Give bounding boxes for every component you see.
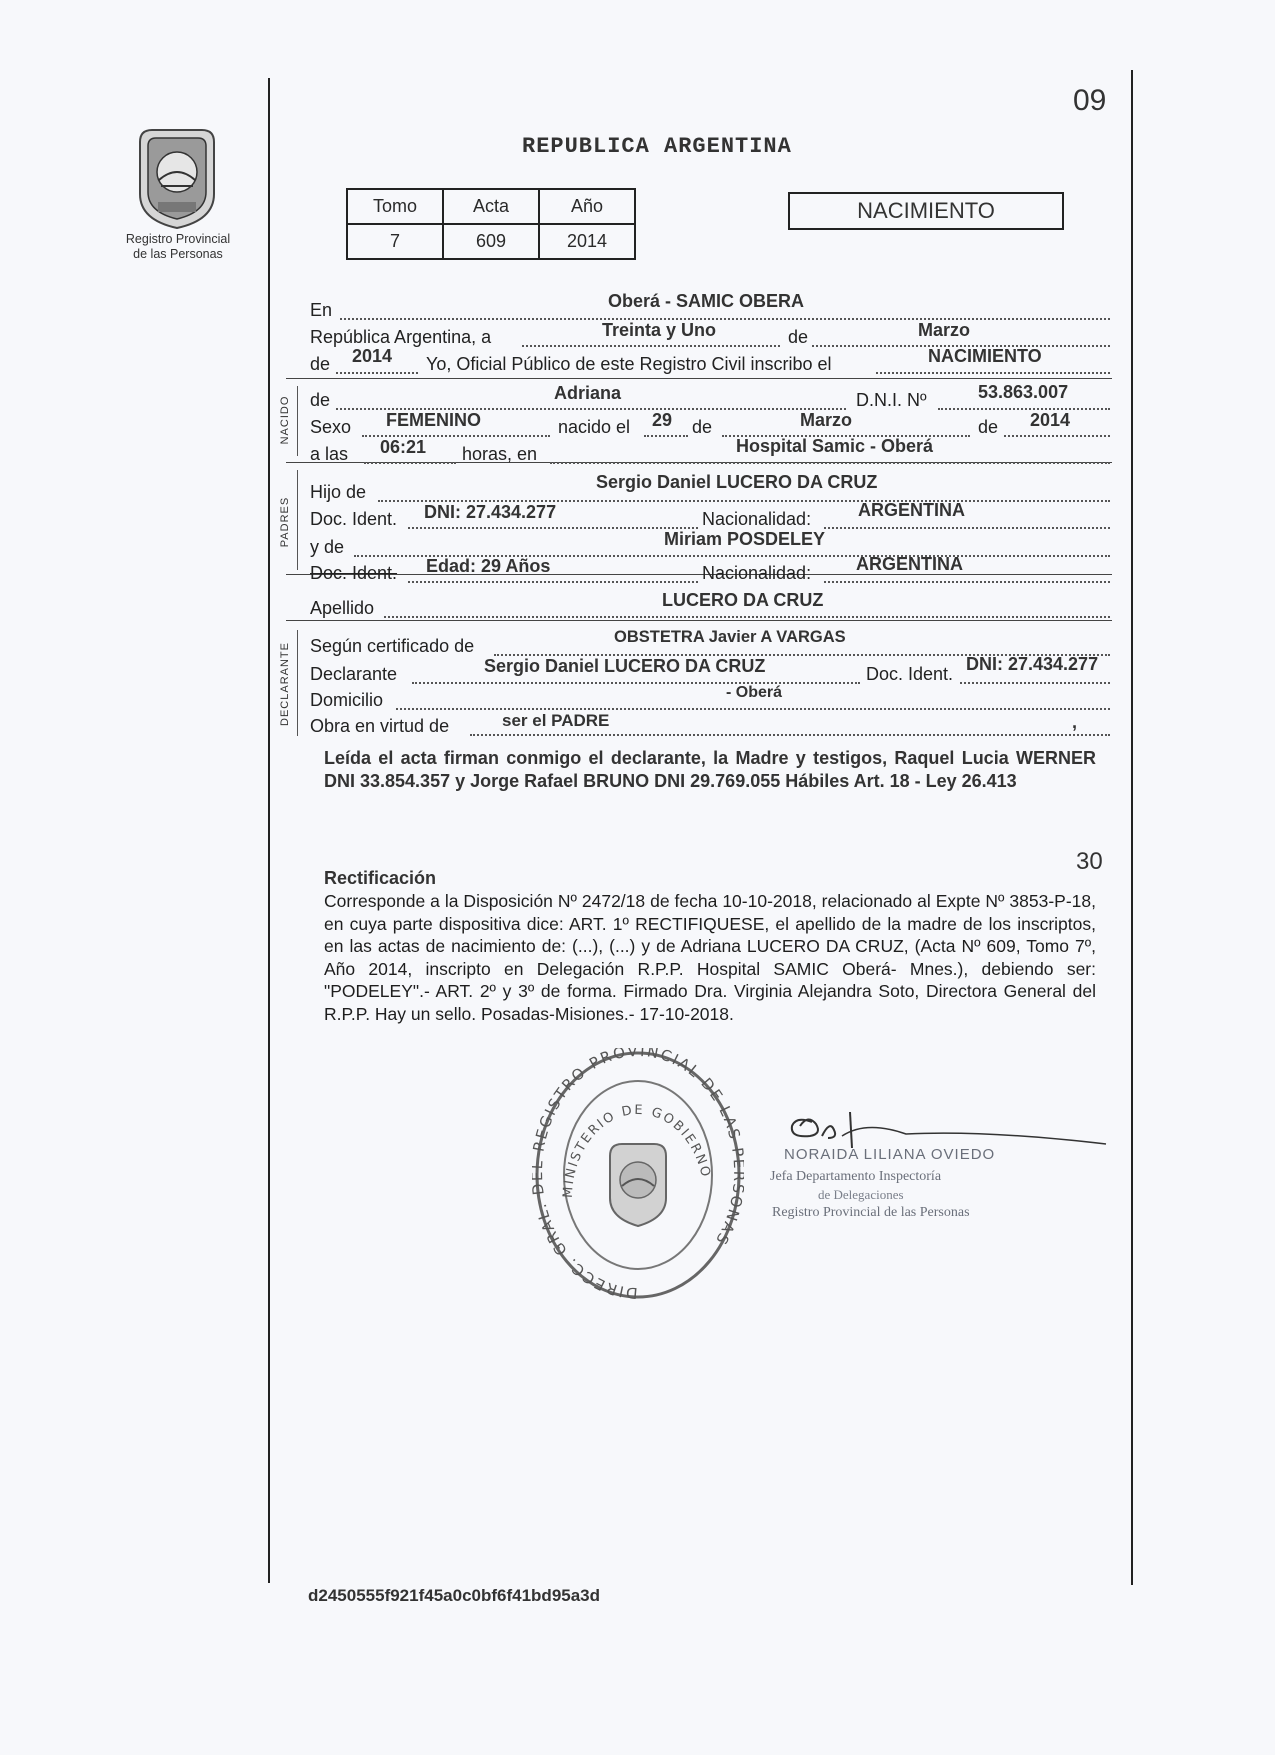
section-label-padres: PADRES	[279, 496, 291, 548]
stamp-seal-icon	[532, 1048, 744, 1302]
page-number: 09	[1073, 84, 1107, 117]
domicilio-value: - Oberá	[726, 684, 783, 701]
section-label-nacido: NACIDO	[279, 395, 291, 445]
ref-header-anio: Año	[539, 189, 635, 224]
declarante-label: Declarante	[310, 664, 398, 684]
logo-caption-1: Registro Provincial	[125, 232, 231, 246]
yde-label: y de	[310, 537, 345, 557]
padre-nac-value: ARGENTINA	[858, 500, 965, 520]
dia-value: Treinta y Uno	[602, 320, 717, 340]
ref-value-tomo: 7	[347, 224, 443, 259]
republica-label: República Argentina, a	[310, 327, 492, 347]
signature-name: NORAIDA LILIANA OVIEDO	[784, 1146, 996, 1163]
mes-value: Marzo	[918, 320, 971, 340]
rectificacion-body: Corresponde a la Disposición Nº 2472/18 de fecha 10-10-2018, relacionado al Expte Nº 3853-P-18, en cuya parte dispositiva dice: ART. 1º RECTIFIQUESE, el apellido de la madre de los inscriptos, en las actas de nacimiento de: (...), (...) y de Adriana LUCERO DA CRUZ, (Acta Nº 609, Tomo 7º, Año 2014, inscripto en Delegación R.P.P. Hospital SAMIC Oberá- Mnes.), debiendo ser: "PODELEY".- ART. 2º y 3º de forma. Firmado Dra. Virginia Alejandra Soto, Directora General del R.P.P. Hay un sello. Posadas-Misiones.- 17-10-2018.	[324, 891, 1096, 1024]
dni-label: D.N.I. Nº	[856, 390, 927, 410]
stamp-inner-text: MINISTERIO DE GOBIERNO	[560, 1102, 714, 1199]
ref-header-tomo: Tomo	[347, 189, 443, 224]
nac-mes-value: Marzo	[800, 410, 853, 430]
docident-label: Doc. Ident.	[310, 509, 398, 529]
province-seal-icon	[128, 124, 226, 230]
logo-caption-2: de las Personas	[133, 247, 223, 261]
decl-doc-label: Doc. Ident.	[866, 664, 954, 684]
nac-anio-value: 2014	[1030, 410, 1071, 430]
official-stamp	[532, 1048, 744, 1302]
docident2-label: Doc. Ident.	[310, 563, 398, 583]
stamp-outer-text: DIRECC. GRAL. EGISTRO PROVINCIAL DE LAS NAS	[532, 1048, 744, 1302]
nombre-label: de	[310, 390, 331, 410]
nacido-label: nacido el	[558, 417, 631, 437]
obra-end: ,	[1072, 712, 1078, 732]
padre-value: Sergio Daniel LUCERO DA CRUZ	[596, 472, 878, 492]
nacionalidad-label: Nacionalidad:	[702, 509, 812, 529]
reference-table	[346, 188, 636, 260]
ref-value-acta: 609	[443, 224, 539, 259]
madre-value: Miriam POSDELEY	[664, 529, 826, 549]
signature-title-1: Jefa Departamento Inspectoría	[770, 1169, 942, 1184]
madre-doc-value: Edad: 29 Años	[426, 556, 551, 576]
horas-label: horas, en	[462, 444, 538, 464]
padres-bar	[297, 470, 298, 570]
nac-dia-value: 29	[652, 410, 673, 430]
signature-title-2: de Delegaciones	[818, 1187, 904, 1202]
segun-label: Según certificado de	[310, 636, 475, 656]
nac-de-label: de	[692, 417, 713, 437]
section-label-declarante: DECLARANTE	[279, 642, 291, 726]
nac-de2-label: de	[978, 417, 999, 437]
sexo-label: Sexo	[310, 417, 352, 437]
decl-doc-value: DNI: 27.434.277	[966, 654, 1099, 674]
declarante-value: Sergio Daniel LUCERO DA CRUZ	[484, 656, 766, 676]
right-margin-line	[1131, 70, 1133, 1585]
sexo-value: FEMENINO	[386, 410, 482, 430]
separator-1	[286, 378, 1112, 379]
lugar-value: Hospital Samic - Oberá	[736, 436, 934, 456]
document-hash: d2450555f921f45a0c0bf6f41bd95a3d	[308, 1586, 601, 1605]
inscribo-value: NACIMIENTO	[928, 346, 1042, 366]
signature-title-3: Registro Provincial de las Personas	[772, 1205, 970, 1220]
page-number-2: 30	[1076, 848, 1103, 875]
apellido-label: Apellido	[310, 598, 375, 618]
segun-value: OBSTETRA Javier A VARGAS	[614, 628, 846, 646]
domicilio-label: Domicilio	[310, 690, 384, 710]
obra-label: Obra en virtud de	[310, 716, 450, 736]
page-title: REPUBLICA ARGENTINA	[522, 134, 792, 159]
closing-paragraph: Leída el acta firman conmigo el declarante, la Madre y testigos, Raquel Lucia WERNER DNI 33.854.357 y Jorge Rafael BRUNO DNI 29.769.055 Hábiles Art. 18 - Ley 26.413	[324, 748, 1096, 791]
ref-header-acta: Acta	[443, 189, 539, 224]
obra-value: ser el PADRE	[502, 711, 610, 730]
anio-value: 2014	[352, 346, 393, 366]
rectificacion-title: Rectificación	[324, 868, 437, 888]
province-logo	[128, 124, 226, 230]
yo-label: Yo, Oficial Público de este Registro Civil inscribo el	[426, 354, 832, 374]
separator-4	[286, 620, 1112, 621]
hora-value: 06:21	[380, 437, 427, 457]
de2-label: de	[310, 354, 331, 374]
nombre-value: Adriana	[554, 383, 622, 403]
document-type-box: NACIMIENTO	[788, 192, 1064, 230]
dni-value: 53.863.007	[978, 382, 1069, 402]
nacionalidad2-label: Nacionalidad:	[702, 563, 812, 583]
padre-doc-value: DNI: 27.434.277	[424, 502, 557, 522]
madre-nac-value: ARGENTINA	[856, 554, 963, 574]
apellido-value: LUCERO DA CRUZ	[662, 590, 824, 610]
ref-value-anio: 2014	[539, 224, 635, 259]
alas-label: a las	[310, 444, 349, 464]
declarante-bar	[297, 630, 298, 736]
nacido-bar	[297, 386, 298, 456]
en-value: Oberá - SAMIC OBERA	[608, 291, 805, 311]
hijo-label: Hijo de	[310, 482, 367, 502]
left-margin-line	[268, 78, 270, 1583]
de-label: de	[788, 327, 809, 347]
en-label: En	[310, 300, 333, 320]
